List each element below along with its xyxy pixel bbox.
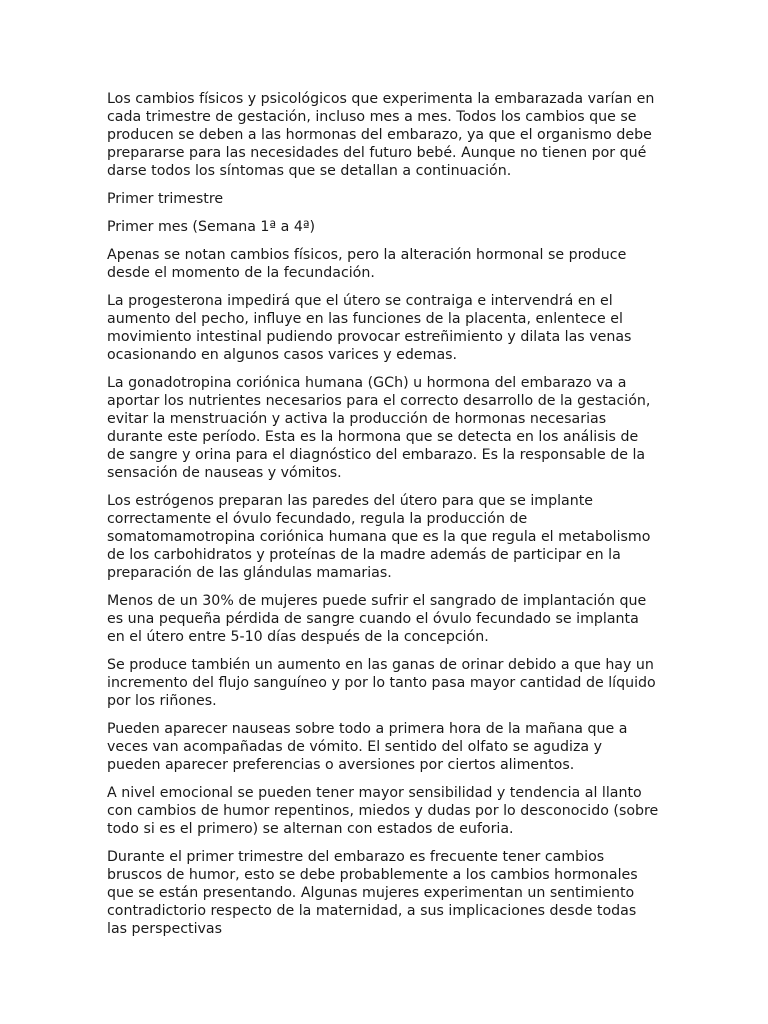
paragraph-progesterone: La progesterona impedirá que el útero se contraiga e intervendrá en el aumento del pecho, influye en las funciones de la placenta, enlentece el movimiento intestinal pudiendo provocar estreñimiento y dilata las venas ocasionando en algunos casos varices y edemas. bbox=[107, 293, 632, 363]
paragraph-mood-changes: Durante el primer trimestre del embarazo es frecuente tener cambios bruscos de humor, esto se debe probablemente a los cambios hormonales que se están presentando. Algunas mujeres experimentan un sentimiento contradictorio respecto de la maternidad, a sus implicaciones desde todas las perspectivas bbox=[107, 849, 638, 937]
paragraph-nausea: Pueden aparecer nauseas sobre todo a primera hora de la mañana que a veces van acompañadas de vómito. El sentido del olfato se agudiza y pueden aparecer preferencias o aversiones por ciertos alimentos. bbox=[107, 721, 628, 773]
section-heading-first-trimester: Primer trimestre bbox=[107, 191, 224, 207]
paragraph-implantation-bleeding: Menos de un 30% de mujeres puede sufrir el sangrado de implantación que es una pequeña pérdida de sangre cuando el óvulo fecundado se implanta en el útero entre 5-10 días después de la concepción. bbox=[107, 593, 647, 645]
document-page bbox=[107, 90, 659, 948]
paragraph-estrogens: Los estrógenos preparan las paredes del útero para que se implante correctamente el óvulo fecundado, regula la producción de somatomamotropina coriónica humana que es la que regula el metabolismo de los carbohidratos y proteínas de la madre además de participar en la preparación de las glándulas mamarias. bbox=[107, 493, 651, 581]
subsection-heading-first-month: Primer mes (Semana 1ª a 4ª) bbox=[107, 219, 316, 235]
paragraph-emotional: A nivel emocional se pueden tener mayor sensibilidad y tendencia al llanto con cambios de humor repentinos, miedos y dudas por lo desconocido (sobre todo si es el primero) se alternan con estados de euforia. bbox=[107, 785, 659, 837]
intro-paragraph: Los cambios físicos y psicológicos que experimenta la embarazada varían en cada trimestre de gestación, incluso mes a mes. Todos los cambios que se producen se deben a las hormonas del embarazo, ya que el organismo debe prepararse para las necesidades del futuro bebé. Aunque no tienen por qué darse todos los síntomas que se detallan a continuación. bbox=[107, 91, 655, 179]
paragraph-physical-changes: Apenas se notan cambios físicos, pero la alteración hormonal se produce desde el momento de la fecundación. bbox=[107, 247, 627, 281]
paragraph-urination: Se produce también un aumento en las ganas de orinar debido a que hay un incremento del flujo sanguíneo y por lo tanto pasa mayor cantidad de líquido por los riñones. bbox=[107, 657, 656, 709]
paragraph-gonadotropin: La gonadotropina coriónica humana (GCh) u hormona del embarazo va a aportar los nutrientes necesarios para el correcto desarrollo de la gestación, evitar la menstruación y activa la producción de hormonas necesarias durante este período. Esta es la hormona que se detecta en los análisis de de sangre y orina para el diagnóstico del embarazo. Es la responsable de la sensación de nauseas y vómitos. bbox=[107, 375, 651, 481]
